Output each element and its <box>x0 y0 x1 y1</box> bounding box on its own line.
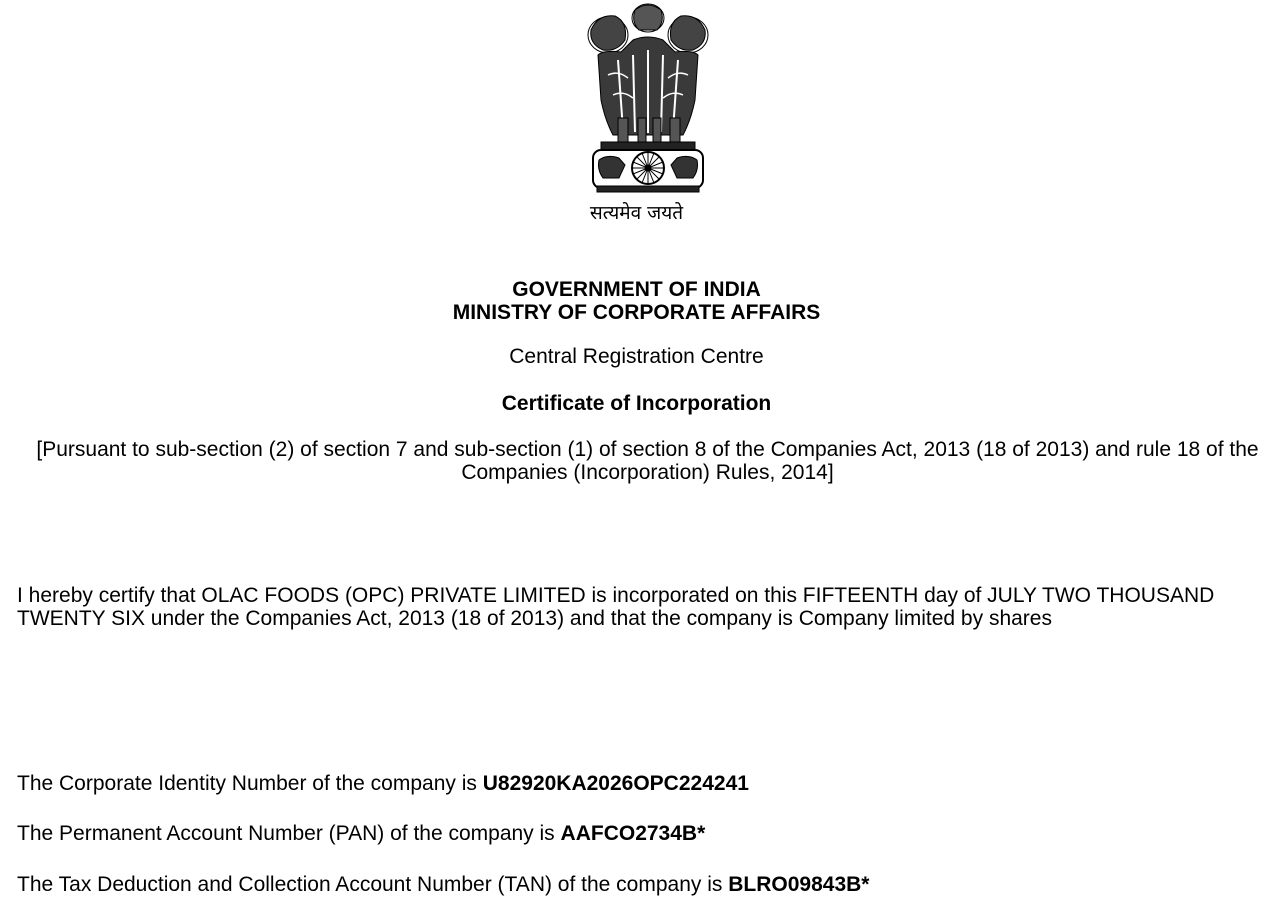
pan-value: AAFCO2734B* <box>560 822 706 845</box>
tan-line <box>17 873 869 897</box>
registration-centre: Central Registration Centre <box>509 345 764 368</box>
tan-label: The Tax Deduction and Collection Account Number (TAN) of the company is <box>17 873 723 896</box>
cin-value: U82920KA2026OPC224241 <box>482 772 749 795</box>
cin-line <box>17 772 749 796</box>
pursuant-clause: [Pursuant to sub-section (2) of section 7 and sub-section (1) of section 8 of the Companies Act, 2013 (18 of 2013) and rule 18 of the Companies (Incorporation) Rules, 2014] <box>36 438 1259 484</box>
ministry-name: MINISTRY OF CORPORATE AFFAIRS <box>452 301 821 324</box>
tan-value: BLRO09843B* <box>728 873 870 896</box>
pan-line <box>17 822 705 846</box>
certificate-title: Certificate of Incorporation <box>501 392 772 415</box>
national-emblem-icon <box>573 0 723 228</box>
government-heading <box>0 278 1273 324</box>
cin-label: The Corporate Identity Number of the company is <box>17 772 477 795</box>
government-of-india: GOVERNMENT OF INDIA <box>512 278 761 301</box>
certification-statement: I hereby certify that OLAC FOODS (OPC) PRIVATE LIMITED is incorporated on this FIFTEENTH day of JULY TWO THOUSAND TWENTY SIX under the Companies Act, 2013 (18 of 2013) and that the company is Company limited by shares <box>17 584 1215 630</box>
emblem-motto: सत्यमेव जयते <box>589 202 684 224</box>
pan-label: The Permanent Account Number (PAN) of the company is <box>17 822 555 845</box>
